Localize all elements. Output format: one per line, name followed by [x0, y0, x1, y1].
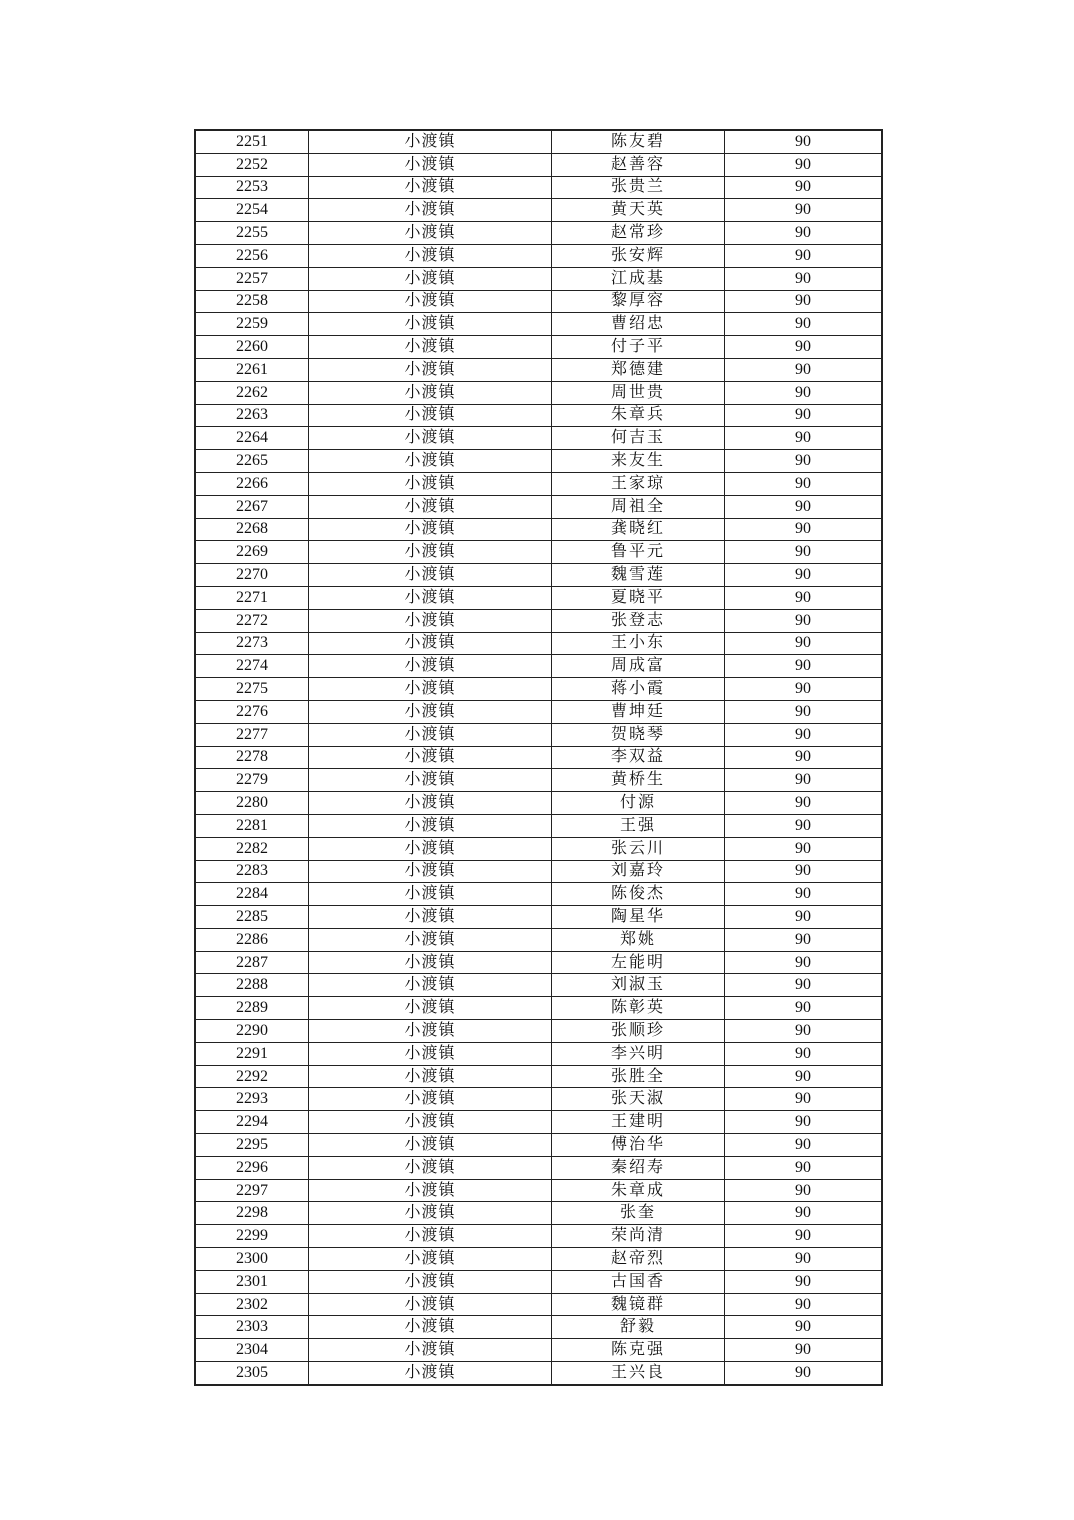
- person-name-cell: 朱章兵: [552, 404, 725, 427]
- table-row: [195, 1020, 882, 1043]
- town-cell: 小渡镇: [309, 130, 552, 153]
- person-name-cell: 左能明: [552, 951, 725, 974]
- person-name-cell: 周祖全: [552, 495, 725, 518]
- amount-cell: 90: [725, 472, 883, 495]
- amount-cell: 90: [725, 290, 883, 313]
- table-row: [195, 267, 882, 290]
- roster-table-body: [195, 130, 882, 1385]
- person-name-cell: 郑姚: [552, 928, 725, 951]
- table-row: [195, 1042, 882, 1065]
- row-number-cell: 2291: [195, 1042, 309, 1065]
- row-number-cell: 2300: [195, 1248, 309, 1271]
- town-cell: 小渡镇: [309, 1293, 552, 1316]
- row-number-cell: 2297: [195, 1179, 309, 1202]
- row-number-cell: 2298: [195, 1202, 309, 1225]
- person-name-cell: 鲁平元: [552, 541, 725, 564]
- row-number-cell: 2296: [195, 1156, 309, 1179]
- town-cell: 小渡镇: [309, 1362, 552, 1385]
- town-cell: 小渡镇: [309, 678, 552, 701]
- table-row: [195, 336, 882, 359]
- town-cell: 小渡镇: [309, 176, 552, 199]
- amount-cell: 90: [725, 609, 883, 632]
- row-number-cell: 2285: [195, 906, 309, 929]
- amount-cell: 90: [725, 906, 883, 929]
- amount-cell: 90: [725, 792, 883, 815]
- table-row: [195, 153, 882, 176]
- amount-cell: 90: [725, 450, 883, 473]
- town-cell: 小渡镇: [309, 974, 552, 997]
- row-number-cell: 2283: [195, 860, 309, 883]
- table-row: [195, 541, 882, 564]
- town-cell: 小渡镇: [309, 723, 552, 746]
- town-cell: 小渡镇: [309, 1020, 552, 1043]
- row-number-cell: 2302: [195, 1293, 309, 1316]
- person-name-cell: 朱章成: [552, 1179, 725, 1202]
- table-row: [195, 222, 882, 245]
- amount-cell: 90: [725, 700, 883, 723]
- amount-cell: 90: [725, 1156, 883, 1179]
- row-number-cell: 2287: [195, 951, 309, 974]
- amount-cell: 90: [725, 746, 883, 769]
- row-number-cell: 2275: [195, 678, 309, 701]
- amount-cell: 90: [725, 153, 883, 176]
- row-number-cell: 2264: [195, 427, 309, 450]
- town-cell: 小渡镇: [309, 1248, 552, 1271]
- person-name-cell: 王建明: [552, 1111, 725, 1134]
- person-name-cell: 陈俊杰: [552, 883, 725, 906]
- row-number-cell: 2259: [195, 313, 309, 336]
- person-name-cell: 张云川: [552, 837, 725, 860]
- amount-cell: 90: [725, 336, 883, 359]
- town-cell: 小渡镇: [309, 1179, 552, 1202]
- row-number-cell: 2301: [195, 1270, 309, 1293]
- row-number-cell: 2257: [195, 267, 309, 290]
- amount-cell: 90: [725, 928, 883, 951]
- person-name-cell: 魏雪莲: [552, 564, 725, 587]
- person-name-cell: 黄天英: [552, 199, 725, 222]
- table-row: [195, 1316, 882, 1339]
- roster-table: [194, 129, 883, 1386]
- table-row: [195, 609, 882, 632]
- table-row: [195, 792, 882, 815]
- row-number-cell: 2276: [195, 700, 309, 723]
- amount-cell: 90: [725, 495, 883, 518]
- table-row: [195, 244, 882, 267]
- person-name-cell: 张贵兰: [552, 176, 725, 199]
- person-name-cell: 傅治华: [552, 1134, 725, 1157]
- person-name-cell: 赵常珍: [552, 222, 725, 245]
- person-name-cell: 郑德建: [552, 358, 725, 381]
- town-cell: 小渡镇: [309, 1065, 552, 1088]
- row-number-cell: 2299: [195, 1225, 309, 1248]
- row-number-cell: 2280: [195, 792, 309, 815]
- person-name-cell: 陈彰英: [552, 997, 725, 1020]
- amount-cell: 90: [725, 974, 883, 997]
- amount-cell: 90: [725, 769, 883, 792]
- town-cell: 小渡镇: [309, 883, 552, 906]
- row-number-cell: 2270: [195, 564, 309, 587]
- table-row: [195, 837, 882, 860]
- town-cell: 小渡镇: [309, 906, 552, 929]
- town-cell: 小渡镇: [309, 1156, 552, 1179]
- row-number-cell: 2260: [195, 336, 309, 359]
- person-name-cell: 赵善容: [552, 153, 725, 176]
- town-cell: 小渡镇: [309, 746, 552, 769]
- person-name-cell: 张安辉: [552, 244, 725, 267]
- table-row: [195, 176, 882, 199]
- amount-cell: 90: [725, 222, 883, 245]
- person-name-cell: 张胜全: [552, 1065, 725, 1088]
- table-row: [195, 746, 882, 769]
- table-row: [195, 1088, 882, 1111]
- person-name-cell: 付源: [552, 792, 725, 815]
- table-row: [195, 199, 882, 222]
- person-name-cell: 蒋小霞: [552, 678, 725, 701]
- town-cell: 小渡镇: [309, 997, 552, 1020]
- amount-cell: 90: [725, 723, 883, 746]
- table-row: [195, 290, 882, 313]
- row-number-cell: 2282: [195, 837, 309, 860]
- amount-cell: 90: [725, 130, 883, 153]
- amount-cell: 90: [725, 199, 883, 222]
- amount-cell: 90: [725, 860, 883, 883]
- row-number-cell: 2255: [195, 222, 309, 245]
- town-cell: 小渡镇: [309, 381, 552, 404]
- town-cell: 小渡镇: [309, 814, 552, 837]
- row-number-cell: 2290: [195, 1020, 309, 1043]
- person-name-cell: 黎厚容: [552, 290, 725, 313]
- table-row: [195, 906, 882, 929]
- amount-cell: 90: [725, 814, 883, 837]
- town-cell: 小渡镇: [309, 153, 552, 176]
- person-name-cell: 古国香: [552, 1270, 725, 1293]
- table-row: [195, 1248, 882, 1271]
- town-cell: 小渡镇: [309, 290, 552, 313]
- person-name-cell: 龚晓红: [552, 518, 725, 541]
- town-cell: 小渡镇: [309, 1042, 552, 1065]
- town-cell: 小渡镇: [309, 860, 552, 883]
- table-row: [195, 769, 882, 792]
- person-name-cell: 曹绍忠: [552, 313, 725, 336]
- town-cell: 小渡镇: [309, 1088, 552, 1111]
- person-name-cell: 来友生: [552, 450, 725, 473]
- table-row: [195, 495, 882, 518]
- row-number-cell: 2253: [195, 176, 309, 199]
- town-cell: 小渡镇: [309, 951, 552, 974]
- town-cell: 小渡镇: [309, 792, 552, 815]
- row-number-cell: 2273: [195, 632, 309, 655]
- row-number-cell: 2266: [195, 472, 309, 495]
- person-name-cell: 贺晓琴: [552, 723, 725, 746]
- row-number-cell: 2293: [195, 1088, 309, 1111]
- table-row: [195, 1134, 882, 1157]
- table-row: [195, 427, 882, 450]
- table-row: [195, 951, 882, 974]
- person-name-cell: 王兴良: [552, 1362, 725, 1385]
- row-number-cell: 2272: [195, 609, 309, 632]
- table-row: [195, 1293, 882, 1316]
- row-number-cell: 2281: [195, 814, 309, 837]
- amount-cell: 90: [725, 404, 883, 427]
- amount-cell: 90: [725, 244, 883, 267]
- row-number-cell: 2267: [195, 495, 309, 518]
- town-cell: 小渡镇: [309, 518, 552, 541]
- person-name-cell: 陈克强: [552, 1339, 725, 1362]
- amount-cell: 90: [725, 358, 883, 381]
- amount-cell: 90: [725, 1293, 883, 1316]
- row-number-cell: 2292: [195, 1065, 309, 1088]
- town-cell: 小渡镇: [309, 404, 552, 427]
- row-number-cell: 2251: [195, 130, 309, 153]
- row-number-cell: 2256: [195, 244, 309, 267]
- amount-cell: 90: [725, 176, 883, 199]
- person-name-cell: 曹坤廷: [552, 700, 725, 723]
- table-row: [195, 130, 882, 153]
- amount-cell: 90: [725, 632, 883, 655]
- table-row: [195, 1362, 882, 1385]
- town-cell: 小渡镇: [309, 244, 552, 267]
- amount-cell: 90: [725, 678, 883, 701]
- table-row: [195, 1179, 882, 1202]
- table-row: [195, 974, 882, 997]
- town-cell: 小渡镇: [309, 495, 552, 518]
- amount-cell: 90: [725, 1362, 883, 1385]
- table-row: [195, 404, 882, 427]
- town-cell: 小渡镇: [309, 769, 552, 792]
- amount-cell: 90: [725, 1088, 883, 1111]
- table-row: [195, 723, 882, 746]
- row-number-cell: 2289: [195, 997, 309, 1020]
- amount-cell: 90: [725, 883, 883, 906]
- person-name-cell: 秦绍寿: [552, 1156, 725, 1179]
- table-row: [195, 1111, 882, 1134]
- amount-cell: 90: [725, 1202, 883, 1225]
- row-number-cell: 2294: [195, 1111, 309, 1134]
- row-number-cell: 2262: [195, 381, 309, 404]
- town-cell: 小渡镇: [309, 358, 552, 381]
- amount-cell: 90: [725, 586, 883, 609]
- person-name-cell: 张天淑: [552, 1088, 725, 1111]
- amount-cell: 90: [725, 1179, 883, 1202]
- table-row: [195, 632, 882, 655]
- amount-cell: 90: [725, 1225, 883, 1248]
- row-number-cell: 2269: [195, 541, 309, 564]
- table-row: [195, 655, 882, 678]
- row-number-cell: 2258: [195, 290, 309, 313]
- table-row: [195, 450, 882, 473]
- person-name-cell: 黄桥生: [552, 769, 725, 792]
- table-row: [195, 928, 882, 951]
- amount-cell: 90: [725, 1248, 883, 1271]
- town-cell: 小渡镇: [309, 700, 552, 723]
- person-name-cell: 张顺珍: [552, 1020, 725, 1043]
- table-row: [195, 1270, 882, 1293]
- table-row: [195, 814, 882, 837]
- row-number-cell: 2304: [195, 1339, 309, 1362]
- table-row: [195, 678, 882, 701]
- row-number-cell: 2261: [195, 358, 309, 381]
- table-row: [195, 472, 882, 495]
- town-cell: 小渡镇: [309, 199, 552, 222]
- person-name-cell: 张奎: [552, 1202, 725, 1225]
- amount-cell: 90: [725, 1339, 883, 1362]
- row-number-cell: 2295: [195, 1134, 309, 1157]
- amount-cell: 90: [725, 951, 883, 974]
- amount-cell: 90: [725, 1270, 883, 1293]
- row-number-cell: 2278: [195, 746, 309, 769]
- town-cell: 小渡镇: [309, 336, 552, 359]
- table-row: [195, 381, 882, 404]
- amount-cell: 90: [725, 1111, 883, 1134]
- town-cell: 小渡镇: [309, 472, 552, 495]
- amount-cell: 90: [725, 518, 883, 541]
- row-number-cell: 2286: [195, 928, 309, 951]
- town-cell: 小渡镇: [309, 1134, 552, 1157]
- table-row: [195, 313, 882, 336]
- table-row: [195, 700, 882, 723]
- row-number-cell: 2303: [195, 1316, 309, 1339]
- person-name-cell: 何吉玉: [552, 427, 725, 450]
- row-number-cell: 2288: [195, 974, 309, 997]
- person-name-cell: 陶星华: [552, 906, 725, 929]
- row-number-cell: 2279: [195, 769, 309, 792]
- amount-cell: 90: [725, 1042, 883, 1065]
- town-cell: 小渡镇: [309, 450, 552, 473]
- town-cell: 小渡镇: [309, 837, 552, 860]
- amount-cell: 90: [725, 1065, 883, 1088]
- row-number-cell: 2265: [195, 450, 309, 473]
- table-row: [195, 1065, 882, 1088]
- person-name-cell: 荣尚清: [552, 1225, 725, 1248]
- amount-cell: 90: [725, 1020, 883, 1043]
- row-number-cell: 2284: [195, 883, 309, 906]
- town-cell: 小渡镇: [309, 1202, 552, 1225]
- town-cell: 小渡镇: [309, 1111, 552, 1134]
- person-name-cell: 刘淑玉: [552, 974, 725, 997]
- row-number-cell: 2271: [195, 586, 309, 609]
- town-cell: 小渡镇: [309, 267, 552, 290]
- table-row: [195, 883, 882, 906]
- town-cell: 小渡镇: [309, 609, 552, 632]
- table-row: [195, 358, 882, 381]
- row-number-cell: 2252: [195, 153, 309, 176]
- town-cell: 小渡镇: [309, 928, 552, 951]
- table-row: [195, 1225, 882, 1248]
- table-row: [195, 1339, 882, 1362]
- person-name-cell: 赵帝烈: [552, 1248, 725, 1271]
- person-name-cell: 周成富: [552, 655, 725, 678]
- person-name-cell: 李兴明: [552, 1042, 725, 1065]
- town-cell: 小渡镇: [309, 632, 552, 655]
- amount-cell: 90: [725, 655, 883, 678]
- person-name-cell: 李双益: [552, 746, 725, 769]
- row-number-cell: 2305: [195, 1362, 309, 1385]
- row-number-cell: 2277: [195, 723, 309, 746]
- town-cell: 小渡镇: [309, 1316, 552, 1339]
- amount-cell: 90: [725, 1134, 883, 1157]
- amount-cell: 90: [725, 564, 883, 587]
- amount-cell: 90: [725, 267, 883, 290]
- table-row: [195, 586, 882, 609]
- person-name-cell: 周世贵: [552, 381, 725, 404]
- amount-cell: 90: [725, 837, 883, 860]
- person-name-cell: 刘嘉玲: [552, 860, 725, 883]
- amount-cell: 90: [725, 1316, 883, 1339]
- person-name-cell: 张登志: [552, 609, 725, 632]
- row-number-cell: 2263: [195, 404, 309, 427]
- row-number-cell: 2254: [195, 199, 309, 222]
- person-name-cell: 王强: [552, 814, 725, 837]
- table-row: [195, 564, 882, 587]
- amount-cell: 90: [725, 541, 883, 564]
- town-cell: 小渡镇: [309, 564, 552, 587]
- town-cell: 小渡镇: [309, 313, 552, 336]
- amount-cell: 90: [725, 313, 883, 336]
- town-cell: 小渡镇: [309, 1270, 552, 1293]
- amount-cell: 90: [725, 997, 883, 1020]
- person-name-cell: 陈友碧: [552, 130, 725, 153]
- table-row: [195, 997, 882, 1020]
- amount-cell: 90: [725, 381, 883, 404]
- table-row: [195, 1202, 882, 1225]
- table-row: [195, 860, 882, 883]
- row-number-cell: 2268: [195, 518, 309, 541]
- town-cell: 小渡镇: [309, 655, 552, 678]
- person-name-cell: 王家琼: [552, 472, 725, 495]
- row-number-cell: 2274: [195, 655, 309, 678]
- amount-cell: 90: [725, 427, 883, 450]
- town-cell: 小渡镇: [309, 586, 552, 609]
- town-cell: 小渡镇: [309, 1339, 552, 1362]
- person-name-cell: 魏镜群: [552, 1293, 725, 1316]
- person-name-cell: 舒毅: [552, 1316, 725, 1339]
- person-name-cell: 王小东: [552, 632, 725, 655]
- town-cell: 小渡镇: [309, 427, 552, 450]
- person-name-cell: 江成基: [552, 267, 725, 290]
- town-cell: 小渡镇: [309, 1225, 552, 1248]
- town-cell: 小渡镇: [309, 222, 552, 245]
- town-cell: 小渡镇: [309, 541, 552, 564]
- table-row: [195, 518, 882, 541]
- table-row: [195, 1156, 882, 1179]
- person-name-cell: 付子平: [552, 336, 725, 359]
- person-name-cell: 夏晓平: [552, 586, 725, 609]
